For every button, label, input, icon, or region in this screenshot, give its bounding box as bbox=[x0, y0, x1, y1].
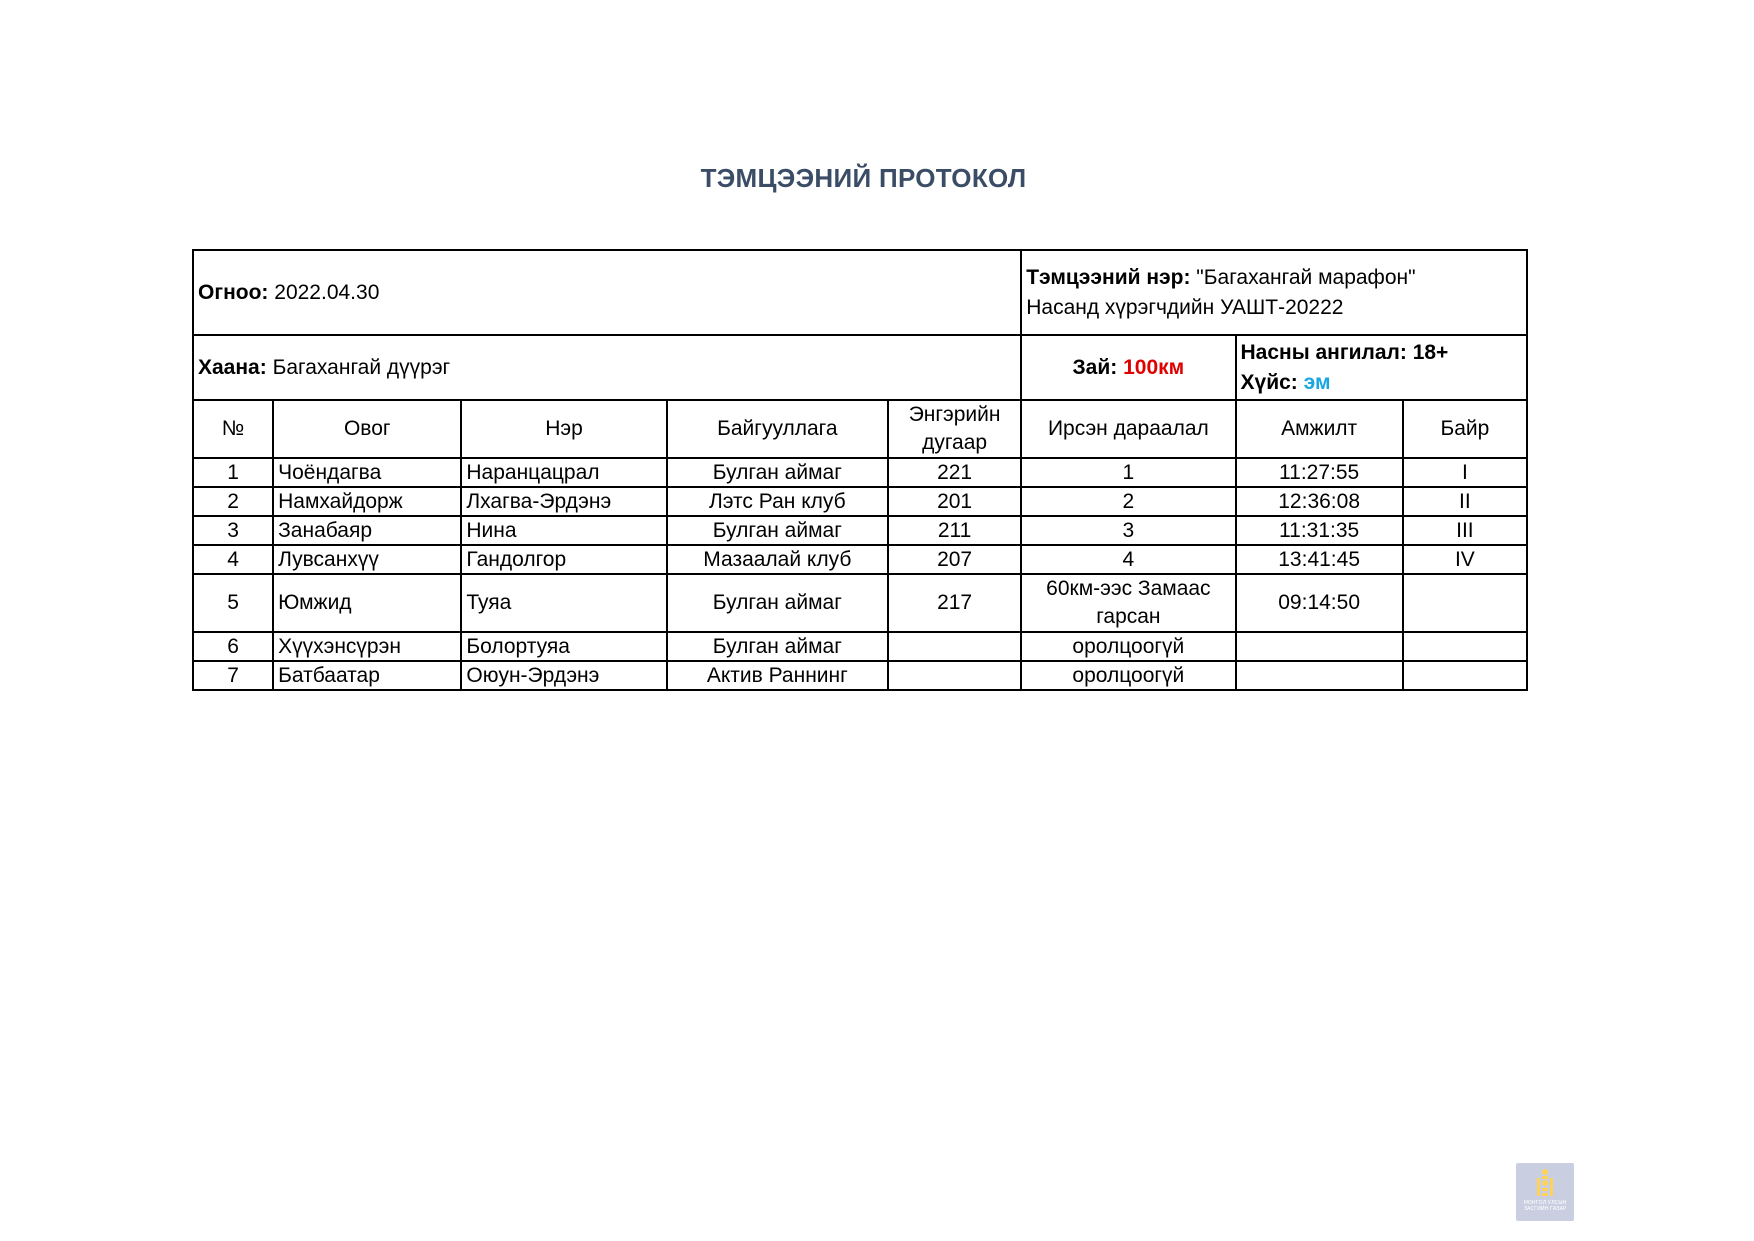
cell-place: II bbox=[1403, 487, 1527, 516]
cell-org: Булган аймаг bbox=[667, 574, 888, 632]
competition-label: Тэмцээний нэр: bbox=[1026, 265, 1191, 289]
col-header-place: Байр bbox=[1403, 400, 1527, 458]
col-header-bib: Энгэрийн дугаар bbox=[888, 400, 1021, 458]
gender-value: эм bbox=[1303, 370, 1331, 394]
cell-arrival: оролцоогүй bbox=[1021, 661, 1235, 690]
competition-value: "Багахангай марафон" bbox=[1196, 265, 1416, 289]
table-row bbox=[193, 487, 1527, 516]
cell-no: 6 bbox=[193, 632, 273, 661]
cell-result bbox=[1236, 661, 1403, 690]
cell-org: Лэтс Ран клуб bbox=[667, 487, 888, 516]
meta-row-date bbox=[193, 250, 1527, 335]
cell-place: III bbox=[1403, 516, 1527, 545]
cell-surname: Батбаатар bbox=[273, 661, 461, 690]
cell-arrival: 1 bbox=[1021, 458, 1235, 487]
col-header-arrival: Ирсэн дараалал bbox=[1021, 400, 1235, 458]
table-row bbox=[193, 458, 1527, 487]
competition-sub: Насанд хүрэгчдийн УАШТ-20222 bbox=[1026, 295, 1344, 319]
cell-bib bbox=[888, 661, 1021, 690]
cell-result: 12:36:08 bbox=[1236, 487, 1403, 516]
cell-arrival: 2 bbox=[1021, 487, 1235, 516]
distance-value: 100км bbox=[1123, 355, 1185, 379]
table-row bbox=[193, 574, 1527, 632]
table-row bbox=[193, 661, 1527, 690]
cell-name: Болортуяа bbox=[461, 632, 666, 661]
cell-org: Булган аймаг bbox=[667, 458, 888, 487]
cell-name: Гандолгор bbox=[461, 545, 666, 574]
cell-surname: Намхайдорж bbox=[273, 487, 461, 516]
cell-surname: Юмжид bbox=[273, 574, 461, 632]
cell-org: Мазаалай клуб bbox=[667, 545, 888, 574]
cell-org: Булган аймаг bbox=[667, 632, 888, 661]
distance-label: Зай: bbox=[1072, 355, 1118, 379]
cell-place bbox=[1403, 661, 1527, 690]
cell-no: 2 bbox=[193, 487, 273, 516]
competition-cell bbox=[1021, 250, 1527, 335]
cell-result: 09:14:50 bbox=[1236, 574, 1403, 632]
cell-result: 11:31:35 bbox=[1236, 516, 1403, 545]
cell-org: Булган аймаг bbox=[667, 516, 888, 545]
cell-surname: Хүүхэнсүрэн bbox=[273, 632, 461, 661]
cell-result: 13:41:45 bbox=[1236, 545, 1403, 574]
cell-arrival: 4 bbox=[1021, 545, 1235, 574]
cell-bib: 217 bbox=[888, 574, 1021, 632]
cell-result bbox=[1236, 632, 1403, 661]
cell-no: 7 bbox=[193, 661, 273, 690]
col-header-result: Амжилт bbox=[1236, 400, 1403, 458]
col-header-no: № bbox=[193, 400, 273, 458]
age-category: Насны ангилал: 18+ bbox=[1240, 340, 1449, 364]
cell-name: Нина bbox=[461, 516, 666, 545]
table-row bbox=[193, 516, 1527, 545]
cell-arrival: 60км-ээс Замаас гарсан bbox=[1021, 574, 1235, 632]
cell-no: 5 bbox=[193, 574, 273, 632]
cell-bib: 201 bbox=[888, 487, 1021, 516]
cell-result: 11:27:55 bbox=[1236, 458, 1403, 487]
col-header-surname: Овог bbox=[273, 400, 461, 458]
page-title: ТЭМЦЭЭНИЙ ПРОТОКОЛ bbox=[700, 163, 1027, 193]
category-cell bbox=[1236, 335, 1527, 400]
table-header bbox=[193, 400, 1527, 458]
gender-label: Хүйс: bbox=[1240, 370, 1298, 394]
soyombo-icon bbox=[1535, 1168, 1555, 1198]
place-cell bbox=[193, 335, 1021, 400]
cell-name: Туяа bbox=[461, 574, 666, 632]
cell-bib: 207 bbox=[888, 545, 1021, 574]
cell-arrival: 3 bbox=[1021, 516, 1235, 545]
protocol-table bbox=[192, 249, 1528, 691]
place-label: Хаана: bbox=[198, 355, 267, 379]
cell-no: 4 bbox=[193, 545, 273, 574]
distance-cell bbox=[1021, 335, 1235, 400]
cell-surname: Чоёндагва bbox=[273, 458, 461, 487]
place-value: Багахангай дүүрэг bbox=[272, 355, 451, 379]
col-header-name: Нэр bbox=[461, 400, 666, 458]
cell-bib: 211 bbox=[888, 516, 1021, 545]
cell-surname: Занабаяр bbox=[273, 516, 461, 545]
cell-org: Актив Раннинг bbox=[667, 661, 888, 690]
col-header-org: Байгууллага bbox=[667, 400, 888, 458]
cell-bib bbox=[888, 632, 1021, 661]
table-row bbox=[193, 632, 1527, 661]
cell-no: 1 bbox=[193, 458, 273, 487]
cell-place bbox=[1403, 574, 1527, 632]
meta-row-place bbox=[193, 335, 1527, 400]
cell-name: Лхагва-Эрдэнэ bbox=[461, 487, 666, 516]
cell-name: Наранцацрал bbox=[461, 458, 666, 487]
cell-surname: Лувсанхүү bbox=[273, 545, 461, 574]
government-seal bbox=[1516, 1163, 1574, 1221]
cell-name: Оюун-Эрдэнэ bbox=[461, 661, 666, 690]
cell-no: 3 bbox=[193, 516, 273, 545]
seal-text: МОНГОЛ УЛСЫН ЗАСГИЙН ГАЗАР bbox=[1523, 1200, 1567, 1212]
cell-bib: 221 bbox=[888, 458, 1021, 487]
cell-place bbox=[1403, 632, 1527, 661]
cell-place: I bbox=[1403, 458, 1527, 487]
date-value: 2022.04.30 bbox=[274, 280, 380, 304]
date-label: Огноо: bbox=[198, 280, 269, 304]
cell-place: IV bbox=[1403, 545, 1527, 574]
date-cell bbox=[193, 250, 1021, 335]
cell-arrival: оролцоогүй bbox=[1021, 632, 1235, 661]
table-row bbox=[193, 545, 1527, 574]
